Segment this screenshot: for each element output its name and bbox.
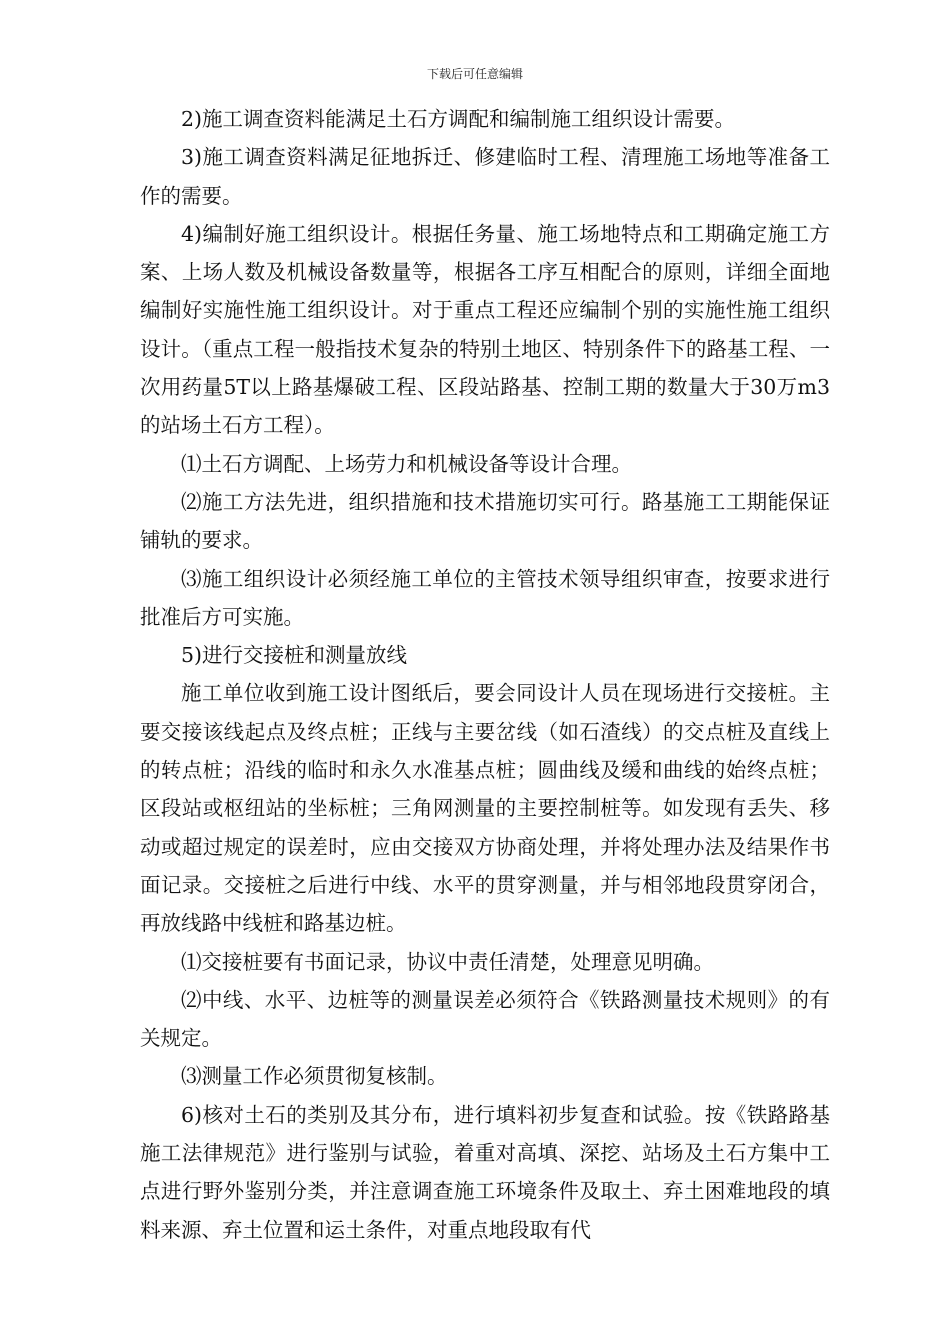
paragraph: ⑶测量工作必须贯彻复核制。 — [181, 1064, 448, 1089]
page-header: 下载后可任意编辑 — [426, 67, 523, 81]
paragraph: ⑵施工方法先进，组织措施和技术措施切实可行。路基施工工期能保证铺轨的要求。 — [140, 489, 830, 553]
paragraph: 施工单位收到施工设计图纸后，要会同设计人员在现场进行交接桩。主要交接该线起点及终点桩；正线与主要岔线（如石渣线）的交点桩及直线上的转点桩；沿线的临时和永久水准基点桩；圆曲线及缓和曲线的始终点桩；区段站或枢纽站的坐标桩；三角网测量的主要控制桩等。如发现有丢失、移动或超过规定的误差时，应由交接双方协商处理，并将处理办法及结果作书面记录。交接桩之后进行中线、水平的贯穿测量，并与相邻地段贯穿闭合，再放线路中线桩和路基边桩。 — [140, 681, 830, 936]
paragraph: 5)进行交接桩和测量放线 — [181, 643, 408, 668]
paragraph: ⑴土石方调配、上场劳力和机械设备等设计合理。 — [181, 451, 632, 476]
paragraph: ⑶施工组织设计必须经施工单位的主管技术领导组织审查，按要求进行批准后方可实施。 — [140, 566, 830, 629]
paragraph: 3)施工调查资料满足征地拆迁、修建临时工程、清理施工场地等准备工作的需要。 — [140, 145, 830, 208]
paragraph: ⑴交接桩要有书面记录，协议中责任清楚，处理意见明确。 — [181, 949, 714, 974]
paragraph: 6)核对土石的类别及其分布，进行填料初步复查和试验。按《铁路路基施工法律规范》进行鉴别与试验，着重对高填、深挖、站场及土石方集中工点进行野外鉴别分类，并注意调查施工环境条件及取土、弃土困难地段的填料来源、弃土位置和运土条件，对重点地段取有代 — [140, 1102, 830, 1242]
paragraph: 4)编制好施工组织设计。根据任务量、施工场地特点和工期确定施工方案、上场人数及机械设备数量等，根据各工序互相配合的原则，详细全面地编制好实施性施工组织设计。对于重点工程还应编制个别的实施性施工组织设计。（重点工程一般指技术复杂的特别土地区、特别条件下的路基工程、一次用药量5T以上路基爆破工程、区段站路基、控制工期的数量大于30万m3的站场土石方工程）。 — [140, 221, 830, 438]
paragraph: 2)施工调查资料能满足土石方调配和编制施工组织设计需要。 — [181, 107, 736, 131]
paragraph: ⑵中线、水平、边桩等的测量误差必须符合《铁路测量技术规则》的有关规定。 — [140, 987, 830, 1051]
document-body — [140, 100, 830, 1249]
